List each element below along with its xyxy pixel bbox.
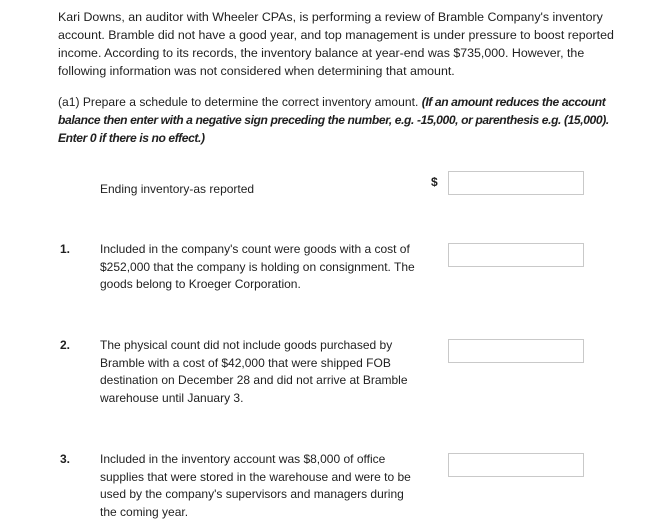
item-3-number: 3.: [60, 452, 71, 466]
problem-intro: Kari Downs, an auditor with Wheeler CPAs, is performing a review of Bramble Company's inventory account. Bramble did not have a good year, and top management is under pressure to boost reported income. According to its records, the inventory balance at year-end was $735,000. However, the following information was not considered when determining that amount.: [58, 10, 614, 78]
question-label: (a1) Prepare a schedule to determine the correct inventory amount.: [58, 95, 419, 109]
item-3-input[interactable]: [448, 453, 584, 477]
reported-inventory-label: Ending inventory-as reported: [100, 182, 255, 196]
currency-symbol: $: [431, 175, 438, 189]
question-prompt: [58, 93, 618, 147]
item-1-text: Included in the company's count were goods with a cost of $252,000 that the company is holding on consignment. The goods belong to Kroeger Corporation.: [100, 242, 415, 291]
item-1-number: 1.: [60, 242, 71, 256]
item-1-input[interactable]: [448, 243, 584, 267]
item-2-input[interactable]: [448, 339, 584, 363]
item-2-number: 2.: [60, 338, 71, 352]
item-2-text: The physical count did not include goods purchased by Bramble with a cost of $42,000 that were shipped FOB destination on December 28 and did not arrive at Bramble warehouse until January 3.: [100, 338, 408, 405]
question-instructions: (If an amount reduces the account balance then enter with a negative sign preceding the number, e.g. -15,000, or parenthesis e.g. (15,000). Enter 0 if there is no effect.): [58, 95, 609, 145]
item-3-text: Included in the inventory account was $8,000 of office supplies that were stored in the warehouse and were to be used by the company's supervisors and managers during the coming year.: [100, 452, 411, 519]
reported-inventory-input[interactable]: [448, 171, 584, 195]
